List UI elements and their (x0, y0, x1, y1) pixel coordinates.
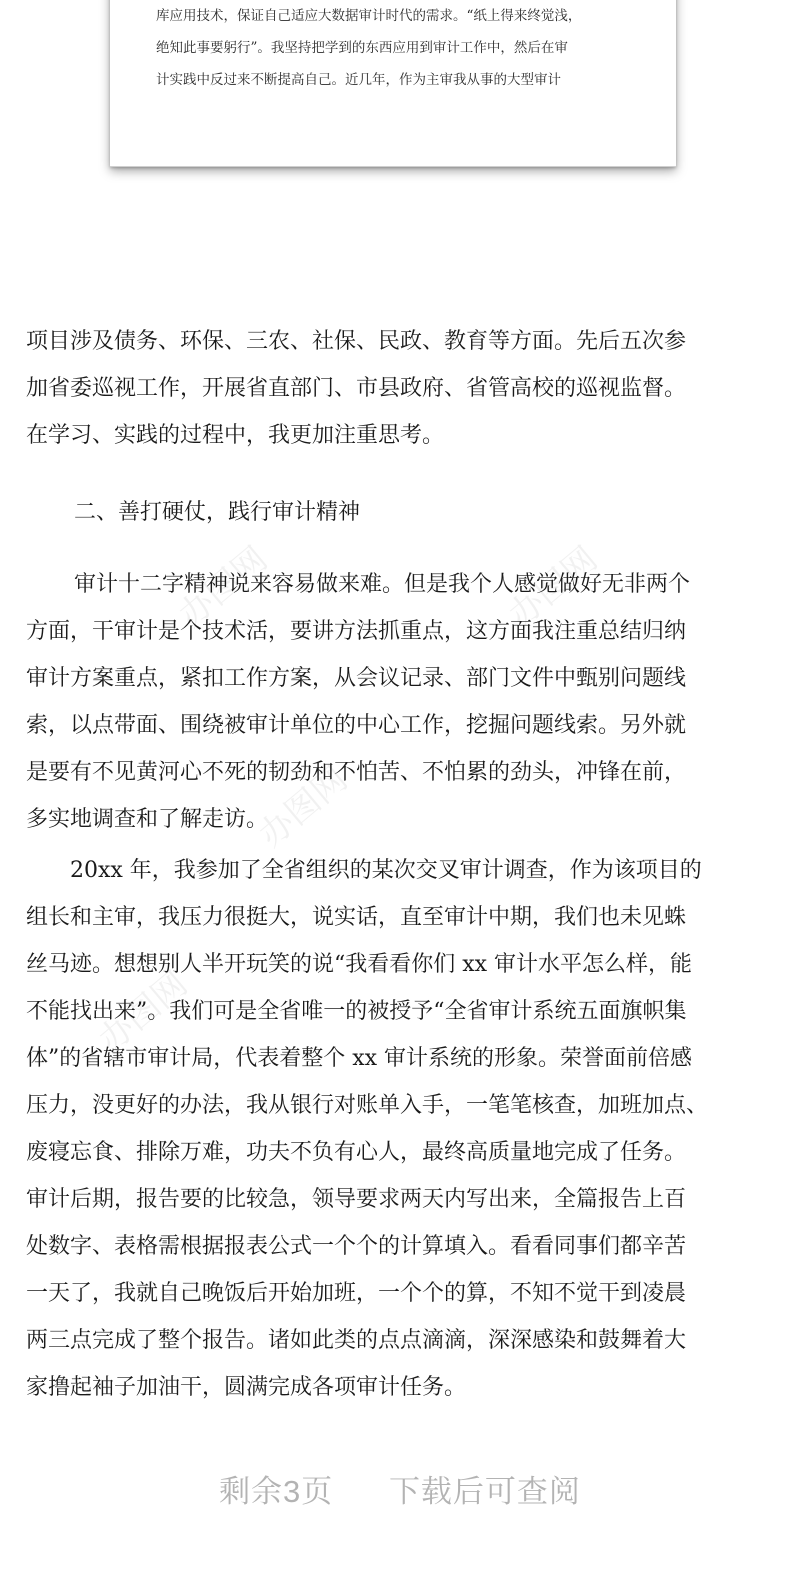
download-hint: 下载后可查阅 (388, 1474, 581, 1509)
paragraph-continuation (26, 318, 774, 459)
preview-line: 计实践中反过来不断提高自己。近几年，作为主审我从事的大型审计 (156, 72, 561, 88)
paragraph-audit-spirit (26, 561, 774, 843)
preview-line: 绝知此事要躬行”。我坚持把学到的东西应用到审计工作中，然后在审 (156, 40, 568, 56)
text-line: 丝马迹。想想别人半开玩笑的说“我看看你们 xx 审计水平怎么样，能 (26, 952, 693, 977)
text-line: 审计方案重点，紧扣工作方案，从会议记录、部门文件中甄别问题线 (26, 666, 687, 691)
text-line: 一天了，我就自己晚饭后开始加班，一个个的算，不知不觉干到凌晨 (26, 1281, 687, 1306)
watermark: 办图网 (91, 964, 196, 1061)
preview-line: 库应用技术，保证自己适应大数据审计时代的需求。“纸上得来终觉浅， (156, 8, 582, 24)
text-line: 是要有不见黄河心不死的韧劲和不怕苦、不怕累的劲头，冲锋在前， (26, 760, 687, 785)
text-line: 索，以点带面、围绕被审计单位的中心工作，挖掘问题线索。另外就 (26, 713, 687, 738)
remaining-pages-notice[interactable] (0, 1466, 800, 1511)
text-line: 20xx 年，我参加了全省组织的某次交叉审计调查，作为该项目的 (70, 858, 702, 883)
text-line: 处数字、表格需根据报表公式一个个的计算填入。看看同事们都辛苦 (26, 1234, 687, 1259)
preview-page-text (156, 0, 636, 96)
watermark: 办图网 (501, 539, 606, 636)
paragraph-cross-audit (26, 847, 774, 1411)
watermark: 办图网 (251, 759, 356, 856)
text-line: 加省委巡视工作，开展省直部门、市县政府、省管高校的巡视监督。 (26, 376, 687, 401)
remaining-pages-count: 剩余3页 (219, 1474, 334, 1509)
text-line: 组长和主审，我压力很挺大，说实话，直至审计中期，我们也未见蛛 (26, 905, 687, 930)
preview-page-card (110, 0, 676, 167)
text-line: 项目涉及债务、环保、三农、社保、民政、教育等方面。先后五次参 (26, 329, 687, 354)
text-line: 废寝忘食、排除万难，功夫不负有心人，最终高质量地完成了任务。 (26, 1140, 687, 1165)
text-line: 在学习、实践的过程中，我更加注重思考。 (26, 423, 445, 448)
text-line: 家撸起袖子加油干，圆满完成各项审计任务。 (26, 1375, 467, 1400)
text-line: 不能找出来”。我们可是全省唯一的被授予“全省审计系统五面旗帜集 (26, 999, 687, 1024)
watermark: 办图网 (171, 539, 276, 636)
text-line: 体”的省辖市审计局，代表着整个 xx 审计系统的形象。荣誉面前倍感 (26, 1046, 693, 1071)
text-line: 方面，干审计是个技术活，要讲方法抓重点，这方面我注重总结归纳 (26, 619, 687, 644)
text-line: 审计十二字精神说来容易做来难。但是我个人感觉做好无非两个 (74, 572, 691, 597)
text-line: 审计后期，报告要的比较急，领导要求两天内写出来，全篇报告上百 (26, 1187, 687, 1212)
text-line: 两三点完成了整个报告。诸如此类的点点滴滴，深深感染和鼓舞着大 (26, 1328, 687, 1353)
text-line: 多实地调查和了解走访。 (26, 807, 269, 832)
text-line: 压力，没更好的办法，我从银行对账单入手，一笔笔核查，加班加点、 (26, 1093, 709, 1118)
section-heading: 二、善打硬仗，践行审计精神 (74, 500, 361, 525)
